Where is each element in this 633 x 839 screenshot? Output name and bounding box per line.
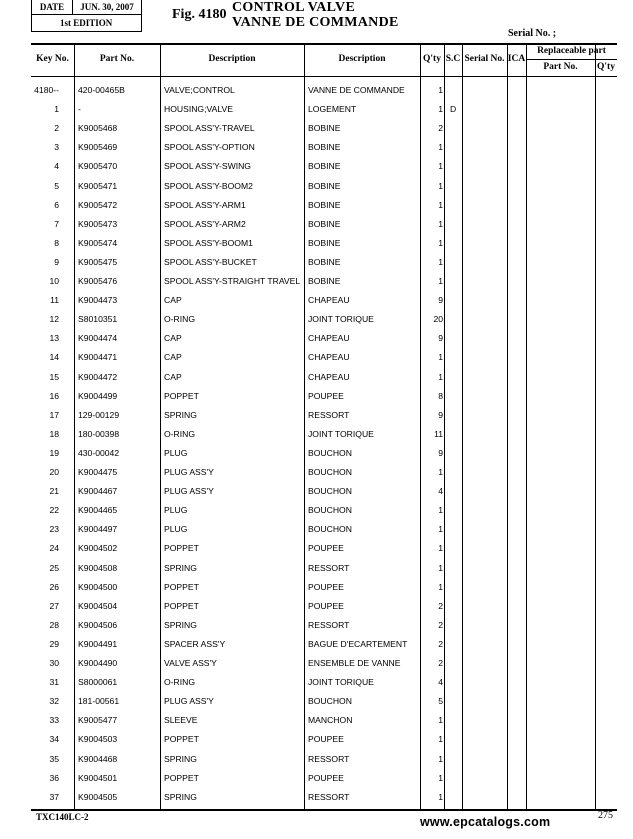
description-fr-cell: BOBINE: [308, 276, 341, 286]
table-row: [31, 539, 617, 558]
part-no-cell: K9004465: [78, 505, 118, 516]
description-fr-cell: BOUCHON: [308, 505, 352, 516]
part-no-cell: K9004506: [78, 619, 118, 630]
table-row: [31, 177, 617, 196]
table-row: [31, 291, 617, 310]
description-fr-cell: BOUCHON: [308, 696, 352, 707]
qty-cell: 11: [434, 428, 443, 439]
description-fr-cell: BAGUE D'ECARTEMENT: [308, 638, 408, 649]
table-row: [31, 750, 617, 769]
table-row: [31, 711, 617, 730]
col-rep-qty: Q'ty: [597, 62, 615, 72]
key-no-cell: 4: [54, 161, 59, 172]
key-no-cell: 24: [49, 543, 59, 554]
part-no-cell: 180-00398: [78, 428, 120, 439]
description-en-cell: CAP: [164, 333, 182, 344]
table-row: [31, 501, 617, 520]
description-fr-cell: BOUCHON: [308, 467, 352, 477]
table-row: [31, 673, 617, 692]
qty-cell: 2: [438, 638, 443, 649]
description-fr-cell: RESSORT: [308, 619, 350, 630]
qty-cell: 1: [438, 218, 443, 229]
part-no-cell: K9004502: [78, 543, 118, 554]
description-en-cell: POPPET: [164, 390, 199, 401]
watermark-url: www.epcatalogs.com: [420, 815, 551, 829]
key-no-cell: 34: [49, 734, 59, 745]
key-no-cell: 6: [54, 199, 59, 210]
description-fr-cell: BOBINE: [308, 199, 341, 210]
qty-cell: 8: [438, 390, 443, 401]
description-fr-cell: RESSORT: [308, 753, 350, 764]
description-fr-cell: BOUCHON: [308, 486, 352, 497]
part-no-cell: K9004472: [78, 371, 118, 382]
table-row: [31, 482, 617, 501]
key-no-cell: 18: [49, 428, 59, 439]
key-no-cell: 10: [49, 276, 59, 286]
qty-cell: 4: [438, 486, 443, 497]
description-en-cell: SPOOL ASS'Y-BOOM2: [164, 180, 253, 191]
description-en-cell: CAP: [164, 295, 182, 306]
replaceable-divider: [526, 59, 617, 60]
key-no-cell: 35: [49, 753, 59, 764]
table-row: [31, 196, 617, 215]
part-no-cell: K9004497: [78, 524, 118, 535]
table-row: [31, 81, 617, 100]
col-ica: ICA: [507, 54, 526, 64]
table-row: [31, 157, 617, 176]
part-no-cell: K9004501: [78, 772, 118, 783]
key-no-cell: 21: [49, 486, 59, 497]
description-en-cell: POPPET: [164, 734, 199, 745]
key-no-cell: 28: [49, 619, 59, 630]
qty-cell: 1: [438, 734, 443, 745]
part-no-cell: K9004471: [78, 352, 118, 363]
part-no-cell: 420-00465B: [78, 85, 125, 95]
qty-cell: 1: [438, 715, 443, 726]
description-en-cell: SLEEVE: [164, 715, 198, 726]
description-fr-cell: POUPEE: [308, 772, 344, 783]
qty-cell: 1: [438, 352, 443, 363]
key-no-cell: 15: [49, 371, 59, 382]
description-en-cell: O-RING: [164, 428, 196, 439]
description-en-cell: PLUG: [164, 524, 188, 535]
description-fr-cell: JOINT TORIQUE: [308, 314, 374, 325]
description-fr-cell: BOBINE: [308, 237, 341, 248]
key-no-cell: 26: [49, 581, 59, 592]
key-no-cell: 3: [54, 142, 59, 153]
key-no-cell: 33: [49, 715, 59, 726]
qty-cell: 1: [438, 104, 443, 115]
qty-cell: 20: [433, 314, 443, 325]
key-no-cell: 31: [49, 677, 59, 688]
table-row: [31, 138, 617, 157]
table-row: [31, 348, 617, 367]
description-fr-cell: POUPEE: [308, 734, 344, 745]
description-en-cell: O-RING: [164, 677, 196, 688]
description-en-cell: VALVE ASS'Y: [164, 658, 217, 668]
description-fr-cell: BOBINE: [308, 142, 341, 153]
qty-cell: 1: [438, 753, 443, 764]
description-en-cell: SPRING: [164, 753, 197, 764]
description-en-cell: SPOOL ASS'Y-BUCKET: [164, 256, 257, 267]
col-rep-part-no: Part No.: [543, 62, 578, 72]
part-no-cell: K9004473: [78, 295, 118, 306]
part-no-cell: 129-00129: [78, 409, 120, 420]
part-no-cell: K9004504: [78, 600, 118, 611]
qty-cell: 9: [438, 333, 443, 344]
description-en-cell: POPPET: [164, 543, 199, 554]
parts-table: [31, 43, 617, 811]
part-no-cell: K9004491: [78, 638, 118, 649]
qty-cell: 1: [438, 524, 443, 535]
table-row: [31, 272, 617, 291]
col-description-en: Description: [208, 54, 256, 64]
part-no-cell: 181-00561: [78, 696, 120, 707]
figure-number: Fig. 4180: [172, 7, 227, 22]
key-no-cell: 4180--: [34, 85, 59, 95]
key-no-cell: 5: [54, 180, 59, 191]
part-no-cell: 430-00042: [78, 447, 120, 458]
part-no-cell: K9005468: [78, 123, 118, 134]
key-no-cell: 11: [50, 295, 59, 306]
qty-cell: 1: [438, 180, 443, 191]
part-no-cell: K9004508: [78, 562, 118, 573]
table-row: [31, 387, 617, 406]
part-no-cell: K9004475: [78, 467, 118, 477]
key-no-cell: 27: [49, 600, 59, 611]
description-en-cell: SPOOL ASS'Y-OPTION: [164, 142, 255, 153]
description-fr-cell: BOBINE: [308, 218, 341, 229]
table-row: [31, 692, 617, 711]
qty-cell: 1: [438, 543, 443, 554]
qty-cell: 1: [438, 562, 443, 573]
part-no-cell: K9005470: [78, 161, 118, 172]
qty-cell: 9: [438, 409, 443, 420]
table-row: [31, 597, 617, 616]
description-fr-cell: VANNE DE COMMANDE: [308, 85, 405, 95]
col-key-no: Key No.: [36, 54, 69, 64]
qty-cell: 1: [438, 199, 443, 210]
key-no-cell: 32: [49, 696, 59, 707]
part-no-cell: K9004468: [78, 753, 118, 764]
description-fr-cell: JOINT TORIQUE: [308, 677, 374, 688]
description-en-cell: SPOOL ASS'Y-ARM2: [164, 218, 246, 229]
qty-cell: 1: [438, 256, 443, 267]
col-qty: Q'ty: [423, 54, 441, 64]
key-no-cell: 23: [49, 524, 59, 535]
qty-cell: 1: [438, 276, 443, 286]
key-no-cell: 1: [54, 104, 59, 115]
table-row: [31, 578, 617, 597]
table-row: [31, 654, 617, 673]
part-no-cell: S8000061: [78, 677, 118, 688]
description-en-cell: SPRING: [164, 791, 197, 802]
table-row: [31, 463, 617, 482]
part-no-cell: K9005471: [78, 180, 118, 191]
col-part-no: Part No.: [99, 54, 135, 64]
description-en-cell: SPOOL ASS'Y-SWING: [164, 161, 251, 172]
description-fr-cell: JOINT TORIQUE: [308, 428, 374, 439]
description-en-cell: CAP: [164, 352, 182, 363]
qty-cell: 2: [438, 123, 443, 134]
date-value: JUN. 30, 2007: [80, 2, 134, 12]
table-row: [31, 100, 617, 119]
qty-cell: 1: [438, 237, 443, 248]
table-row: [31, 788, 617, 807]
table-row: [31, 234, 617, 253]
qty-cell: 9: [438, 295, 443, 306]
description-fr-cell: RESSORT: [308, 409, 350, 420]
description-fr-cell: POUPEE: [308, 581, 344, 592]
qty-cell: 1: [438, 467, 443, 477]
key-no-cell: 25: [49, 562, 59, 573]
description-en-cell: HOUSING;VALVE: [164, 104, 233, 115]
qty-cell: 1: [438, 85, 443, 95]
page-title-fr: VANNE DE COMMANDE: [232, 15, 399, 30]
table-row: [31, 635, 617, 654]
table-row: [31, 310, 617, 329]
description-fr-cell: CHAPEAU: [308, 371, 350, 382]
key-no-cell: 17: [49, 409, 59, 420]
model-number: TXC140LC-2: [36, 812, 89, 822]
description-en-cell: CAP: [164, 371, 182, 382]
description-en-cell: SPOOL ASS'Y-STRAIGHT TRAVEL: [164, 276, 301, 286]
table-row: [31, 730, 617, 749]
part-no-cell: K9005476: [78, 276, 118, 286]
header-divider: [31, 76, 617, 77]
description-en-cell: POPPET: [164, 581, 199, 592]
key-no-cell: 16: [49, 390, 59, 401]
key-no-cell: 9: [54, 256, 59, 267]
table-row: [31, 253, 617, 272]
description-fr-cell: RESSORT: [308, 791, 350, 802]
part-no-cell: K9004474: [78, 333, 118, 344]
description-en-cell: POPPET: [164, 600, 199, 611]
description-fr-cell: BOBINE: [308, 123, 341, 134]
qty-cell: 1: [438, 161, 443, 172]
qty-cell: 5: [438, 696, 443, 707]
qty-cell: 1: [438, 142, 443, 153]
col-serial-no: Serial No.: [464, 54, 505, 64]
qty-cell: 1: [438, 772, 443, 783]
description-en-cell: PLUG: [164, 447, 188, 458]
description-en-cell: SPRING: [164, 409, 197, 420]
key-no-cell: 14: [49, 352, 59, 363]
table-row: [31, 520, 617, 539]
description-en-cell: SPOOL ASS'Y-ARM1: [164, 199, 246, 210]
key-no-cell: 8: [54, 237, 59, 248]
part-no-cell: S8010351: [78, 314, 118, 325]
part-no-cell: K9004505: [78, 791, 118, 802]
table-row: [31, 215, 617, 234]
description-en-cell: VALVE;CONTROL: [164, 85, 235, 95]
description-en-cell: O-RING: [164, 314, 196, 325]
key-no-cell: 2: [54, 123, 59, 134]
part-no-cell: -: [78, 104, 81, 115]
description-en-cell: SPACER ASS'Y: [164, 638, 226, 649]
description-fr-cell: CHAPEAU: [308, 333, 350, 344]
qty-cell: 1: [438, 505, 443, 516]
date-edition-box: [31, 0, 142, 32]
part-no-cell: K9005474: [78, 237, 118, 248]
key-no-cell: 22: [49, 505, 59, 516]
key-no-cell: 12: [49, 314, 59, 325]
description-fr-cell: CHAPEAU: [308, 295, 350, 306]
part-no-cell: K9004499: [78, 390, 118, 401]
description-en-cell: SPOOL ASS'Y-TRAVEL: [164, 123, 255, 134]
table-row: [31, 406, 617, 425]
table-row: [31, 769, 617, 788]
qty-cell: 1: [438, 371, 443, 382]
description-en-cell: PLUG ASS'Y: [164, 486, 214, 497]
description-fr-cell: LOGEMENT: [308, 104, 357, 115]
description-en-cell: SPRING: [164, 562, 197, 573]
description-fr-cell: BOUCHON: [308, 524, 352, 535]
part-no-cell: K9004467: [78, 486, 118, 497]
description-en-cell: PLUG ASS'Y: [164, 467, 214, 477]
key-no-cell: 36: [49, 772, 59, 783]
description-fr-cell: MANCHON: [308, 715, 353, 726]
part-no-cell: K9005477: [78, 715, 118, 726]
table-row: [31, 119, 617, 138]
key-no-cell: 29: [49, 638, 59, 649]
col-description-fr: Description: [338, 54, 386, 64]
part-no-cell: K9005472: [78, 199, 118, 210]
date-label: DATE: [32, 0, 73, 14]
edition-label: 1st EDITION: [60, 18, 113, 28]
description-fr-cell: CHAPEAU: [308, 352, 350, 363]
key-no-cell: 7: [54, 218, 59, 229]
description-en-cell: SPRING: [164, 619, 197, 630]
part-no-cell: K9005473: [78, 218, 118, 229]
key-no-cell: 30: [49, 658, 59, 668]
key-no-cell: 13: [49, 333, 59, 344]
sc-cell: D: [450, 104, 457, 115]
table-row: [31, 329, 617, 348]
table-row: [31, 559, 617, 578]
qty-cell: 2: [438, 600, 443, 611]
description-fr-cell: RESSORT: [308, 562, 350, 573]
qty-cell: 4: [438, 677, 443, 688]
description-fr-cell: POUPEE: [308, 390, 344, 401]
part-no-cell: K9004500: [78, 581, 118, 592]
description-en-cell: PLUG ASS'Y: [164, 696, 214, 707]
part-no-cell: K9005469: [78, 142, 118, 153]
qty-cell: 2: [438, 658, 443, 668]
description-fr-cell: POUPEE: [308, 543, 344, 554]
qty-cell: 2: [438, 619, 443, 630]
description-fr-cell: BOBINE: [308, 161, 341, 172]
description-fr-cell: BOBINE: [308, 180, 341, 191]
description-en-cell: POPPET: [164, 772, 199, 783]
description-fr-cell: BOBINE: [308, 256, 341, 267]
page-title-en: CONTROL VALVE: [232, 0, 356, 15]
description-en-cell: PLUG: [164, 505, 188, 516]
key-no-cell: 19: [49, 447, 59, 458]
table-row: [31, 368, 617, 387]
table-row: [31, 425, 617, 444]
description-fr-cell: POUPEE: [308, 600, 344, 611]
table-row: [31, 616, 617, 635]
qty-cell: 1: [438, 581, 443, 592]
key-no-cell: 20: [49, 467, 59, 477]
table-row: [31, 444, 617, 463]
serial-number-label: Serial No. ;: [508, 28, 557, 39]
key-no-cell: 37: [49, 791, 59, 802]
part-no-cell: K9004503: [78, 734, 118, 745]
qty-cell: 9: [438, 447, 443, 458]
part-no-cell: K9005475: [78, 256, 118, 267]
description-fr-cell: BOUCHON: [308, 447, 352, 458]
page-number: 275: [598, 810, 613, 821]
col-replaceable-part: Replaceable part: [537, 46, 606, 56]
part-no-cell: K9004490: [78, 658, 118, 668]
qty-cell: 1: [438, 791, 443, 802]
description-fr-cell: ENSEMBLE DE VANNE: [308, 658, 401, 668]
description-en-cell: SPOOL ASS'Y-BOOM1: [164, 237, 253, 248]
col-sc: S.C: [445, 54, 461, 64]
